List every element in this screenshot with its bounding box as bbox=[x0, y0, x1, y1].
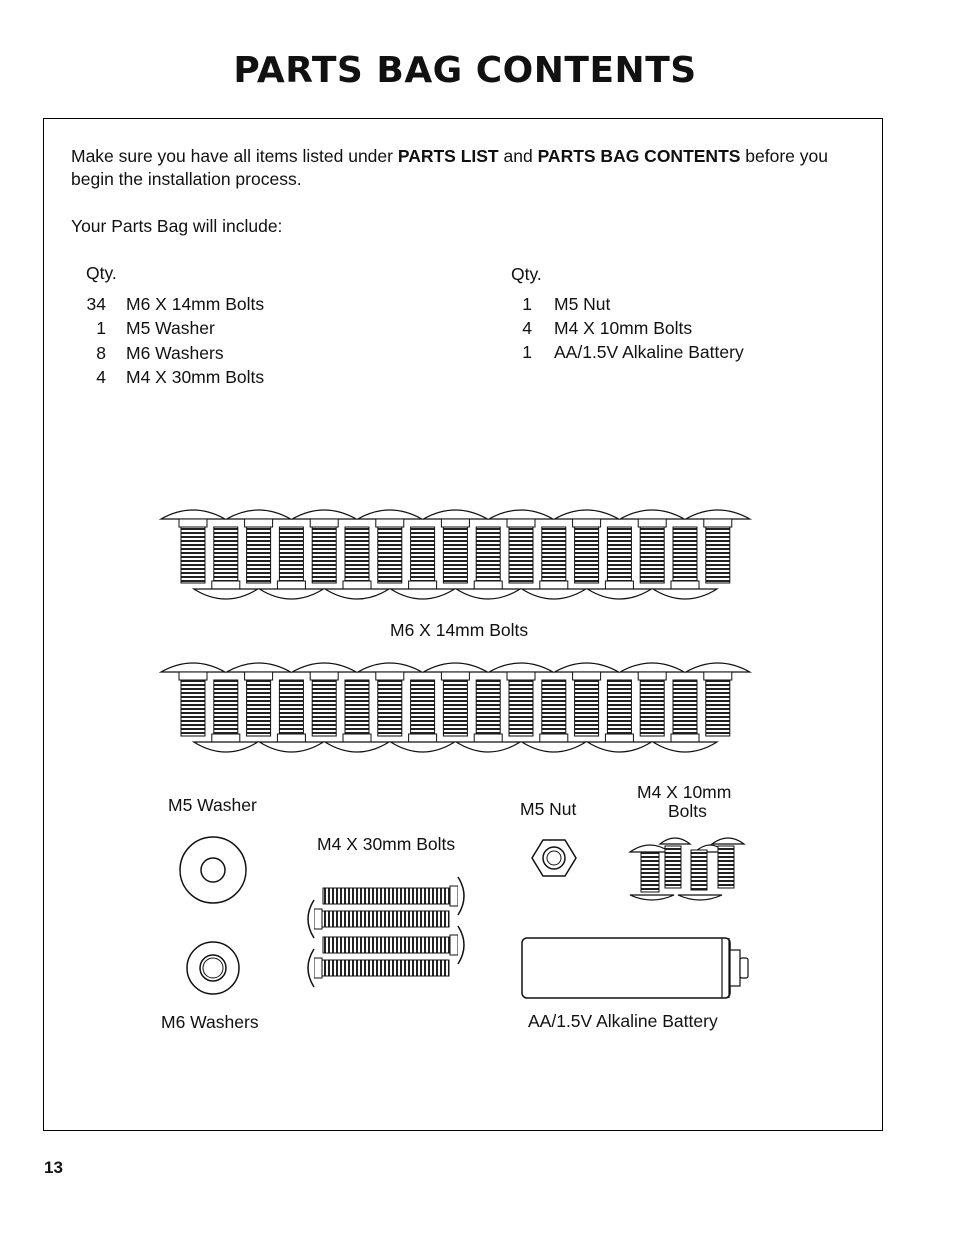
item-qty: 1 bbox=[96, 318, 106, 338]
item-name: AA/1.5V Alkaline Battery bbox=[554, 342, 744, 362]
caption-m4-10mm-line1: M4 X 10mm bbox=[637, 782, 732, 802]
caption-m5-nut: M5 Nut bbox=[520, 799, 577, 819]
item-name: M5 Washer bbox=[126, 318, 215, 338]
m4-10mm-bolts-icon bbox=[630, 838, 744, 900]
item-qty: 1 bbox=[522, 294, 532, 314]
caption-m4-30mm-bolts: M4 X 30mm Bolts bbox=[317, 834, 456, 854]
qty-header-left: Qty. bbox=[86, 263, 117, 283]
intro-pre: Make sure you have all items listed under bbox=[71, 146, 398, 166]
intro-bold-parts-list: PARTS LIST bbox=[397, 146, 499, 166]
item-name: M6 X 14mm Bolts bbox=[126, 294, 265, 314]
item-qty: 8 bbox=[96, 343, 106, 363]
item-name: M5 Nut bbox=[554, 294, 611, 314]
item-name: M4 X 10mm Bolts bbox=[554, 318, 693, 338]
m4-30mm-bolts-icon bbox=[308, 877, 464, 987]
page-number: 13 bbox=[44, 1158, 63, 1177]
caption-m6-washers: M6 Washers bbox=[161, 1012, 259, 1032]
item-qty: 4 bbox=[522, 318, 532, 338]
page-title: PARTS BAG CONTENTS bbox=[233, 50, 697, 91]
item-qty: 34 bbox=[86, 294, 106, 314]
m6-washer-icon bbox=[187, 942, 239, 994]
qty-header-right: Qty. bbox=[511, 264, 542, 284]
m5-nut-icon bbox=[532, 840, 576, 876]
caption-m5-washer: M5 Washer bbox=[168, 795, 257, 815]
item-name: M6 Washers bbox=[126, 343, 224, 363]
caption-battery: AA/1.5V Alkaline Battery bbox=[528, 1011, 718, 1031]
intro-post: before you begin the installation process. bbox=[71, 146, 828, 189]
caption-m6-bolts: M6 X 14mm Bolts bbox=[390, 620, 529, 640]
item-qty: 1 bbox=[522, 342, 532, 362]
battery-icon bbox=[522, 938, 748, 998]
caption-m4-10mm-line2: Bolts bbox=[668, 801, 707, 821]
intro-bold-parts-bag: PARTS BAG CONTENTS bbox=[537, 146, 741, 166]
include-text: Your Parts Bag will include: bbox=[71, 216, 283, 236]
intro-mid: and bbox=[498, 146, 538, 166]
m5-washer-icon bbox=[180, 837, 246, 903]
item-qty: 4 bbox=[96, 367, 106, 387]
item-name: M4 X 30mm Bolts bbox=[126, 367, 265, 387]
